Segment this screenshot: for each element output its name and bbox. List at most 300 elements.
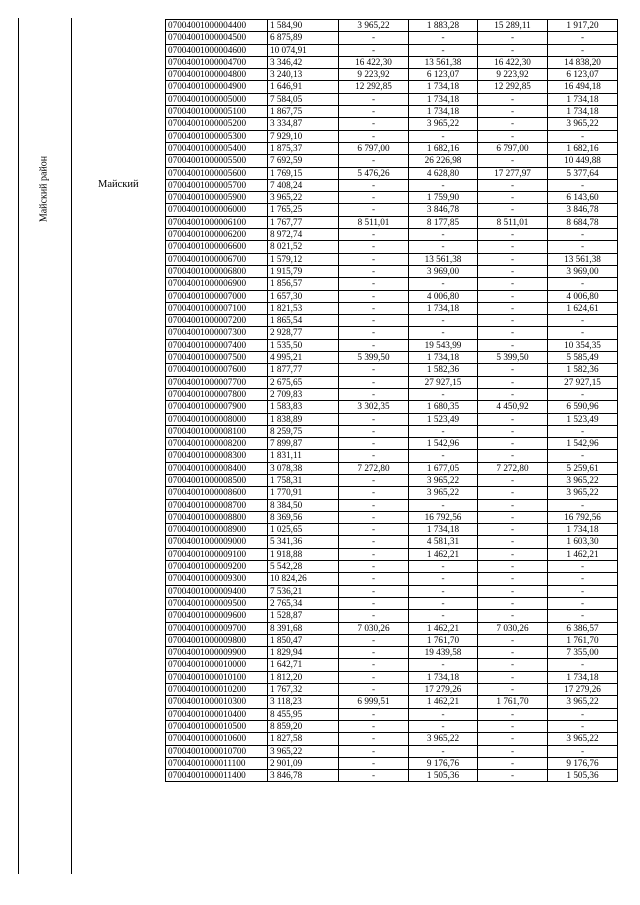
cell-value: - xyxy=(339,561,409,573)
cell-code: 07004001000010100 xyxy=(166,671,268,683)
cell-code: 07004001000008800 xyxy=(166,511,268,523)
cell-value: 1 856,57 xyxy=(268,278,339,290)
cell-value: - xyxy=(339,770,409,782)
cell-code: 07004001000006100 xyxy=(166,216,268,228)
cell-value: 7 355,00 xyxy=(548,647,618,659)
cell-value: 6 797,00 xyxy=(339,142,409,154)
cell-value: - xyxy=(478,487,548,499)
cell-value: - xyxy=(339,524,409,536)
cell-code: 07004001000010500 xyxy=(166,720,268,732)
cell-value: 6 123,07 xyxy=(548,69,618,81)
cell-value: - xyxy=(409,315,478,327)
cell-code: 07004001000006000 xyxy=(166,204,268,216)
cell-value: - xyxy=(548,450,618,462)
cell-value: - xyxy=(339,511,409,523)
table-row xyxy=(166,32,618,44)
cell-value: - xyxy=(478,327,548,339)
cell-value: - xyxy=(548,610,618,622)
cell-value: 2 675,65 xyxy=(268,376,339,388)
cell-value: - xyxy=(339,106,409,118)
cell-code: 07004001000006900 xyxy=(166,278,268,290)
cell-value: 1 462,21 xyxy=(548,548,618,560)
cell-value: 5 377,64 xyxy=(548,167,618,179)
cell-value: 3 969,00 xyxy=(548,265,618,277)
cell-value: - xyxy=(339,425,409,437)
cell-value: - xyxy=(478,253,548,265)
cell-value: 7 030,26 xyxy=(339,622,409,634)
cell-code: 07004001000007400 xyxy=(166,339,268,351)
cell-value: 1 505,36 xyxy=(548,770,618,782)
cell-value: 1 765,25 xyxy=(268,204,339,216)
cell-value: 3 965,22 xyxy=(409,118,478,130)
cell-value: 1 767,77 xyxy=(268,216,339,228)
cell-code: 07004001000008700 xyxy=(166,499,268,511)
cell-value: - xyxy=(339,204,409,216)
cell-value: - xyxy=(478,720,548,732)
cell-value: 1 523,49 xyxy=(409,413,478,425)
cell-value: 1 462,21 xyxy=(409,548,478,560)
cell-value: 9 176,76 xyxy=(548,757,618,769)
cell-value: - xyxy=(478,708,548,720)
table-row xyxy=(166,684,618,696)
cell-value: 1 734,18 xyxy=(409,352,478,364)
cell-value: 1 812,20 xyxy=(268,671,339,683)
table-row xyxy=(166,192,618,204)
cell-value: - xyxy=(478,610,548,622)
cell-value: - xyxy=(478,339,548,351)
cell-value: 8 391,68 xyxy=(268,622,339,634)
cell-value: - xyxy=(409,720,478,732)
cell-value: 16 792,56 xyxy=(409,511,478,523)
cell-value: - xyxy=(339,179,409,191)
cell-value: 8 259,75 xyxy=(268,425,339,437)
table-row xyxy=(166,69,618,81)
settlement-label: Майский xyxy=(98,179,139,190)
table-row xyxy=(166,302,618,314)
cell-value: - xyxy=(409,32,478,44)
cell-value: 14 838,20 xyxy=(548,56,618,68)
cell-value: - xyxy=(339,757,409,769)
cell-value: - xyxy=(339,253,409,265)
cell-code: 07004001000005500 xyxy=(166,155,268,167)
cell-value: - xyxy=(548,241,618,253)
table-row xyxy=(166,610,618,622)
cell-value: 3 302,35 xyxy=(339,401,409,413)
cell-value: 16 494,18 xyxy=(548,81,618,93)
cell-value: 1 535,50 xyxy=(268,339,339,351)
table-row xyxy=(166,265,618,277)
cell-code: 07004001000008600 xyxy=(166,487,268,499)
cell-code: 07004001000010300 xyxy=(166,696,268,708)
cell-value: 3 965,22 xyxy=(268,745,339,757)
cell-value: - xyxy=(478,671,548,683)
cell-value: - xyxy=(478,524,548,536)
cell-value: 8 384,50 xyxy=(268,499,339,511)
cell-value: - xyxy=(478,561,548,573)
cell-value: 3 965,22 xyxy=(268,192,339,204)
table-row xyxy=(166,327,618,339)
cell-code: 07004001000007700 xyxy=(166,376,268,388)
table-row xyxy=(166,474,618,486)
cell-value: 3 965,22 xyxy=(548,487,618,499)
cell-value: 3 965,22 xyxy=(548,474,618,486)
table-row xyxy=(166,425,618,437)
cell-value: - xyxy=(339,438,409,450)
cell-value: 1 542,96 xyxy=(548,438,618,450)
cell-value: 8 511,01 xyxy=(478,216,548,228)
cell-value: - xyxy=(478,425,548,437)
cell-value: 2 928,77 xyxy=(268,327,339,339)
cell-value: 1 875,37 xyxy=(268,142,339,154)
cell-value: - xyxy=(409,327,478,339)
cell-value: 2 901,09 xyxy=(268,757,339,769)
cell-value: - xyxy=(548,573,618,585)
cell-value: - xyxy=(548,597,618,609)
cell-code: 07004001000009500 xyxy=(166,597,268,609)
cell-value: - xyxy=(339,659,409,671)
cell-code: 07004001000010700 xyxy=(166,745,268,757)
cell-value: 5 542,28 xyxy=(268,561,339,573)
table-row xyxy=(166,278,618,290)
cell-code: 07004001000005100 xyxy=(166,106,268,118)
table-row xyxy=(166,216,618,228)
cell-code: 07004001000008000 xyxy=(166,413,268,425)
cell-value: 13 561,38 xyxy=(409,56,478,68)
cell-value: - xyxy=(478,290,548,302)
table-row xyxy=(166,401,618,413)
cell-value: 3 965,22 xyxy=(339,20,409,32)
table-row xyxy=(166,757,618,769)
cell-value: 3 965,22 xyxy=(409,474,478,486)
cell-value: - xyxy=(478,93,548,105)
cell-code: 07004001000008100 xyxy=(166,425,268,437)
cell-value: - xyxy=(409,499,478,511)
cell-value: 1 821,53 xyxy=(268,302,339,314)
cell-value: - xyxy=(409,278,478,290)
cell-code: 07004001000006200 xyxy=(166,229,268,241)
cell-value: 1 831,11 xyxy=(268,450,339,462)
cell-value: - xyxy=(478,474,548,486)
cell-value: 4 581,31 xyxy=(409,536,478,548)
cell-value: - xyxy=(339,733,409,745)
cell-value: 4 450,92 xyxy=(478,401,548,413)
cell-value: - xyxy=(409,659,478,671)
cell-value: - xyxy=(478,438,548,450)
cell-code: 07004001000004400 xyxy=(166,20,268,32)
table-row xyxy=(166,167,618,179)
cell-value: - xyxy=(409,179,478,191)
cell-value: - xyxy=(548,44,618,56)
cell-value: 10 824,26 xyxy=(268,573,339,585)
cell-value: 7 272,80 xyxy=(339,462,409,474)
cell-value: - xyxy=(478,118,548,130)
cell-value: 1 680,35 xyxy=(409,401,478,413)
cell-value: 6 590,96 xyxy=(548,401,618,413)
table-row xyxy=(166,315,618,327)
cell-value: 1 918,88 xyxy=(268,548,339,560)
cell-value: 1 734,18 xyxy=(409,302,478,314)
cell-value: - xyxy=(339,708,409,720)
cell-code: 07004001000004800 xyxy=(166,69,268,81)
table-row xyxy=(166,93,618,105)
cell-value: 8 859,20 xyxy=(268,720,339,732)
table-row xyxy=(166,81,618,93)
cell-value: - xyxy=(478,573,548,585)
cell-value: 17 279,26 xyxy=(409,684,478,696)
cell-value: 1 582,36 xyxy=(548,364,618,376)
cell-value: - xyxy=(339,585,409,597)
cell-value: - xyxy=(478,32,548,44)
cell-value: 1 734,18 xyxy=(409,81,478,93)
cell-value: 3 240,13 xyxy=(268,69,339,81)
table-row xyxy=(166,438,618,450)
cell-code: 07004001000008200 xyxy=(166,438,268,450)
cell-code: 07004001000010600 xyxy=(166,733,268,745)
cell-code: 07004001000005300 xyxy=(166,130,268,142)
cell-value: - xyxy=(548,388,618,400)
cell-value: - xyxy=(548,315,618,327)
cell-value: 2 709,83 xyxy=(268,388,339,400)
cell-code: 07004001000011400 xyxy=(166,770,268,782)
cell-code: 07004001000007300 xyxy=(166,327,268,339)
cell-value: 17 279,26 xyxy=(548,684,618,696)
cell-value: - xyxy=(478,450,548,462)
cell-value: 26 226,98 xyxy=(409,155,478,167)
cell-value: 15 289,11 xyxy=(478,20,548,32)
cell-value: - xyxy=(478,684,548,696)
cell-value: - xyxy=(409,745,478,757)
cell-value: 1 462,21 xyxy=(409,696,478,708)
cell-value: 1 542,96 xyxy=(409,438,478,450)
cell-code: 07004001000008300 xyxy=(166,450,268,462)
cell-value: 9 223,92 xyxy=(478,69,548,81)
cell-value: - xyxy=(339,130,409,142)
cell-code: 07004001000004500 xyxy=(166,32,268,44)
cell-value: 8 511,01 xyxy=(339,216,409,228)
cell-value: - xyxy=(339,388,409,400)
cell-value: 1 584,90 xyxy=(268,20,339,32)
table-row xyxy=(166,671,618,683)
cell-value: 13 561,38 xyxy=(409,253,478,265)
cell-value: - xyxy=(339,720,409,732)
cell-value: 1 761,70 xyxy=(409,634,478,646)
cell-value: - xyxy=(478,265,548,277)
cell-value: 7 584,05 xyxy=(268,93,339,105)
cell-value: - xyxy=(339,118,409,130)
cell-code: 07004001000007000 xyxy=(166,290,268,302)
cell-value: 3 118,23 xyxy=(268,696,339,708)
cell-value: 12 292,85 xyxy=(339,81,409,93)
cell-value: 9 223,92 xyxy=(339,69,409,81)
cell-value: - xyxy=(548,327,618,339)
cell-value: - xyxy=(478,229,548,241)
cell-value: 7 408,24 xyxy=(268,179,339,191)
cell-value: - xyxy=(339,302,409,314)
cell-value: 1 583,83 xyxy=(268,401,339,413)
cell-value: 4 628,80 xyxy=(409,167,478,179)
cell-code: 07004001000004600 xyxy=(166,44,268,56)
cell-code: 07004001000004900 xyxy=(166,81,268,93)
cell-value: 1 758,31 xyxy=(268,474,339,486)
cell-code: 07004001000005000 xyxy=(166,93,268,105)
cell-value: 27 927,15 xyxy=(409,376,478,388)
cell-code: 07004001000004700 xyxy=(166,56,268,68)
cell-value: - xyxy=(339,548,409,560)
cell-value: - xyxy=(339,93,409,105)
table-row xyxy=(166,413,618,425)
cell-value: 1 579,12 xyxy=(268,253,339,265)
cell-value: - xyxy=(339,376,409,388)
table-row xyxy=(166,647,618,659)
cell-value: 1 883,28 xyxy=(409,20,478,32)
table-row xyxy=(166,634,618,646)
cell-value: - xyxy=(339,290,409,302)
cell-code: 07004001000010000 xyxy=(166,659,268,671)
cell-value: - xyxy=(478,44,548,56)
cell-value: - xyxy=(409,425,478,437)
cell-value: - xyxy=(339,278,409,290)
column-divider-line xyxy=(71,18,72,874)
cell-value: 6 386,57 xyxy=(548,622,618,634)
cell-value: 9 176,76 xyxy=(409,757,478,769)
table-row xyxy=(166,499,618,511)
cell-value: - xyxy=(339,536,409,548)
cell-value: 1 523,49 xyxy=(548,413,618,425)
cell-value: - xyxy=(478,241,548,253)
district-label: Майский район xyxy=(38,155,50,223)
cell-value: - xyxy=(339,684,409,696)
left-frame-line xyxy=(18,18,19,874)
cell-code: 07004001000007500 xyxy=(166,352,268,364)
table-row xyxy=(166,388,618,400)
cell-value: 6 797,00 xyxy=(478,142,548,154)
cell-value: 6 999,51 xyxy=(339,696,409,708)
cell-value: - xyxy=(478,364,548,376)
cell-value: - xyxy=(478,204,548,216)
table-row xyxy=(166,733,618,745)
cell-value: - xyxy=(478,179,548,191)
cell-value: 1 917,20 xyxy=(548,20,618,32)
cell-value: - xyxy=(478,376,548,388)
cell-value: 1 734,18 xyxy=(409,106,478,118)
cell-value: 1 767,32 xyxy=(268,684,339,696)
cell-value: 1 761,70 xyxy=(478,696,548,708)
cell-code: 07004001000009900 xyxy=(166,647,268,659)
table-row xyxy=(166,290,618,302)
table-row xyxy=(166,536,618,548)
table-row xyxy=(166,770,618,782)
cell-value: - xyxy=(409,241,478,253)
table-row xyxy=(166,511,618,523)
cell-value: - xyxy=(548,561,618,573)
cell-value: 3 846,78 xyxy=(548,204,618,216)
table-row xyxy=(166,130,618,142)
cell-value: 1 867,75 xyxy=(268,106,339,118)
cell-code: 07004001000009800 xyxy=(166,634,268,646)
cell-value: - xyxy=(409,130,478,142)
cell-value: - xyxy=(548,179,618,191)
cell-code: 07004001000005700 xyxy=(166,179,268,191)
cell-value: - xyxy=(339,745,409,757)
cell-value: 10 354,35 xyxy=(548,339,618,351)
table-row xyxy=(166,253,618,265)
cell-value: 8 972,74 xyxy=(268,229,339,241)
cell-value: - xyxy=(478,757,548,769)
cell-value: - xyxy=(478,192,548,204)
cell-value: - xyxy=(339,364,409,376)
cell-value: - xyxy=(478,278,548,290)
cell-value: 1 734,18 xyxy=(409,671,478,683)
cell-code: 07004001000007100 xyxy=(166,302,268,314)
cell-code: 07004001000009700 xyxy=(166,622,268,634)
cell-value: - xyxy=(339,647,409,659)
cell-value: - xyxy=(478,745,548,757)
cell-value: 1 734,18 xyxy=(548,671,618,683)
cell-value: 10 449,88 xyxy=(548,155,618,167)
cell-value: 7 272,80 xyxy=(478,462,548,474)
table-row xyxy=(166,561,618,573)
table-row xyxy=(166,204,618,216)
cell-value: 1 682,16 xyxy=(548,142,618,154)
values-table xyxy=(165,19,618,782)
cell-value: - xyxy=(339,634,409,646)
table-body xyxy=(166,20,618,782)
cell-value: - xyxy=(339,339,409,351)
cell-value: - xyxy=(339,450,409,462)
cell-code: 07004001000008900 xyxy=(166,524,268,536)
cell-value: - xyxy=(478,647,548,659)
cell-value: 7 536,21 xyxy=(268,585,339,597)
cell-value: 4 006,80 xyxy=(548,290,618,302)
cell-value: 3 078,38 xyxy=(268,462,339,474)
cell-value: 3 965,22 xyxy=(548,118,618,130)
cell-value: - xyxy=(339,241,409,253)
cell-value: - xyxy=(339,487,409,499)
cell-code: 07004001000006700 xyxy=(166,253,268,265)
cell-value: - xyxy=(409,450,478,462)
cell-value: 1 865,54 xyxy=(268,315,339,327)
cell-code: 07004001000007800 xyxy=(166,388,268,400)
cell-value: - xyxy=(409,573,478,585)
cell-value: - xyxy=(409,44,478,56)
cell-value: - xyxy=(548,229,618,241)
cell-code: 07004001000009600 xyxy=(166,610,268,622)
cell-value: 3 965,22 xyxy=(409,487,478,499)
cell-value: 5 399,50 xyxy=(339,352,409,364)
cell-value: 1 603,30 xyxy=(548,536,618,548)
table-row xyxy=(166,597,618,609)
table-row xyxy=(166,573,618,585)
table-row xyxy=(166,155,618,167)
cell-value: - xyxy=(478,130,548,142)
table-row xyxy=(166,450,618,462)
cell-value: 6 123,07 xyxy=(409,69,478,81)
cell-value: - xyxy=(548,32,618,44)
cell-value: 8 455,95 xyxy=(268,708,339,720)
cell-value: 7 899,87 xyxy=(268,438,339,450)
cell-value: - xyxy=(339,671,409,683)
cell-code: 07004001000005400 xyxy=(166,142,268,154)
cell-value: - xyxy=(478,499,548,511)
cell-code: 07004001000005900 xyxy=(166,192,268,204)
cell-value: 27 927,15 xyxy=(548,376,618,388)
cell-value: 3 846,78 xyxy=(268,770,339,782)
cell-value: 1 769,15 xyxy=(268,167,339,179)
cell-value: - xyxy=(548,585,618,597)
cell-value: - xyxy=(478,388,548,400)
cell-value: 5 585,49 xyxy=(548,352,618,364)
cell-value: 5 399,50 xyxy=(478,352,548,364)
